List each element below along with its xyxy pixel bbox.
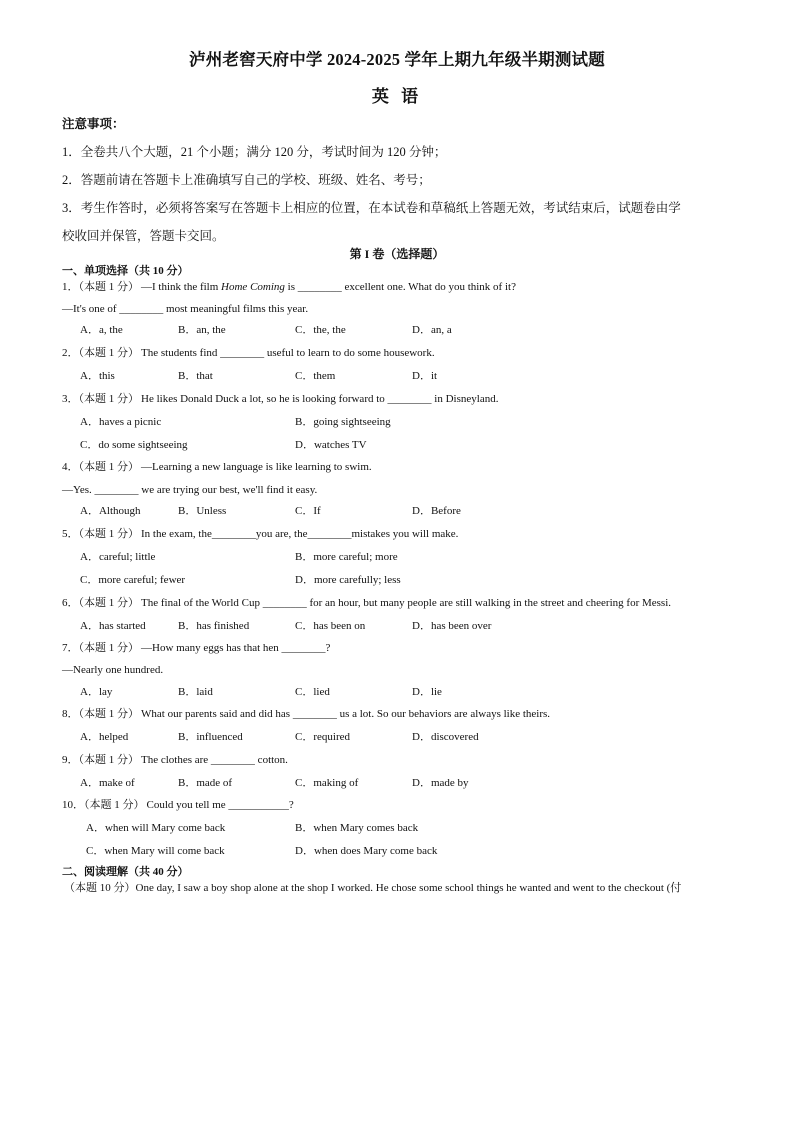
section-heading-reading: 二、阅读理解（共 40 分） bbox=[62, 866, 189, 878]
option-a: A．a, the bbox=[80, 324, 123, 336]
question-1-line2: —It's one of ________ most meaningful films this year. bbox=[62, 303, 309, 315]
question-text: The final of the World Cup ________ for an hour, but many people are still walking in the street and cheering for Messi. bbox=[141, 597, 672, 609]
question-text: —Learning a new language is like learning to swim. bbox=[141, 461, 372, 473]
notice-heading: 注意事项： bbox=[62, 117, 125, 131]
part-title: 第 I 卷（选择题） bbox=[349, 247, 445, 261]
option-c: C．If bbox=[295, 505, 321, 517]
question-7-line2: —Nearly one hundred. bbox=[62, 664, 164, 676]
option-c: C．required bbox=[295, 731, 350, 743]
question-2 bbox=[62, 345, 752, 361]
option-a: A．lay bbox=[80, 686, 113, 698]
question-text: He likes Donald Duck a lot, so he is looking forward to ________ in Disneyland. bbox=[141, 393, 499, 405]
notice-item-3-cont: 校收回并保管，答题卡交回。 bbox=[62, 229, 225, 243]
reading-text: One day, I saw a boy shop alone at the shop I worked. He chose some school things he wanted and went to the checkout (付 bbox=[135, 882, 682, 894]
option-d: D．an, a bbox=[412, 324, 452, 336]
question-text-cont: is ________ excellent one. What do you think of it? bbox=[284, 281, 516, 293]
option-a: A．make of bbox=[80, 777, 135, 789]
section-heading-choice: 一、单项选择（共 10 分） bbox=[62, 265, 189, 277]
question-text: The students find ________ useful to learn to do some housework. bbox=[141, 347, 435, 359]
question-7 bbox=[62, 640, 752, 656]
option-a: A．Although bbox=[80, 505, 141, 517]
option-b: B．has finished bbox=[178, 620, 250, 632]
question-text: —I think the film bbox=[141, 281, 222, 293]
option-b: B．Unless bbox=[178, 505, 227, 517]
option-a: A．careful; little bbox=[80, 551, 156, 563]
option-d: D．discovered bbox=[412, 731, 479, 743]
question-text: Could you tell me ___________? bbox=[146, 799, 294, 811]
exam-title: 泸州老窖天府中学 2024-2025 学年上期九年级半期测试题 bbox=[189, 50, 605, 69]
question-number: 2． bbox=[62, 347, 79, 359]
option-b: B．when Mary comes back bbox=[295, 822, 419, 834]
question-score: （本题 1 分） bbox=[78, 393, 139, 405]
question-score: （本题 1 分） bbox=[78, 461, 139, 473]
option-d: D．has been over bbox=[412, 620, 492, 632]
option-d: D．Before bbox=[412, 505, 461, 517]
question-number: 7． bbox=[62, 642, 79, 654]
question-number: 6． bbox=[62, 597, 79, 609]
option-b: B．that bbox=[178, 370, 213, 382]
question-9 bbox=[62, 752, 752, 768]
option-b: B．going sightseeing bbox=[295, 416, 391, 428]
question-4-line2: —Yes. ________ we are trying our best, we'll find it easy. bbox=[62, 484, 318, 496]
subject-title: 英 语 bbox=[371, 87, 423, 106]
option-b: B．made of bbox=[178, 777, 233, 789]
question-number: 9． bbox=[62, 754, 79, 766]
notice-item-3: 3．考生作答时，必须将答案写在答题卡上相应的位置，在本试卷和草稿纸上答题无效，考试结束后，试题卷由学 bbox=[62, 201, 681, 215]
option-b: B．influenced bbox=[178, 731, 243, 743]
notice-item-2: 2．答题前请在答题卡上准确填写自己的学校、班级、姓名、考号； bbox=[62, 173, 431, 187]
question-5 bbox=[62, 526, 752, 542]
option-c: C．do some sightseeing bbox=[80, 439, 188, 451]
question-number: 5． bbox=[62, 528, 79, 540]
option-c: C．has been on bbox=[295, 620, 366, 632]
question-number: 10． bbox=[62, 799, 84, 811]
question-1 bbox=[62, 279, 752, 295]
option-d: D．more carefully; less bbox=[295, 574, 401, 586]
option-d: D．it bbox=[412, 370, 438, 382]
option-a: A．this bbox=[80, 370, 115, 382]
option-a: A．has started bbox=[80, 620, 146, 632]
question-6 bbox=[62, 595, 752, 611]
notice-block bbox=[62, 114, 742, 250]
question-number: 3． bbox=[62, 393, 79, 405]
question-number: 8． bbox=[62, 708, 79, 720]
question-score: （本题 1 分） bbox=[78, 347, 139, 359]
question-score: （本题 1 分） bbox=[78, 597, 139, 609]
question-score: （本题 1 分） bbox=[78, 281, 139, 293]
option-c: C．making of bbox=[295, 777, 359, 789]
option-c: C．when Mary will come back bbox=[86, 845, 225, 857]
option-c: C．lied bbox=[295, 686, 330, 698]
option-d: D．lie bbox=[412, 686, 442, 698]
question-4 bbox=[62, 459, 752, 475]
question-number: 4． bbox=[62, 461, 79, 473]
question-score: （本题 1 分） bbox=[78, 708, 139, 720]
option-d: D．when does Mary come back bbox=[295, 845, 438, 857]
option-d: D．watches TV bbox=[295, 439, 367, 451]
question-text: In the exam, the________you are, the________mistakes you will make. bbox=[141, 528, 459, 540]
option-a: A．helped bbox=[80, 731, 129, 743]
question-score: （本题 1 分） bbox=[78, 528, 139, 540]
option-a: A．when will Mary come back bbox=[86, 822, 226, 834]
option-a: A．haves a picnic bbox=[80, 416, 162, 428]
question-3 bbox=[62, 391, 752, 407]
question-8 bbox=[62, 706, 752, 722]
option-b: B．an, the bbox=[178, 324, 226, 336]
reading-score: （本题 10 分） bbox=[64, 882, 136, 894]
option-c: C．the, the bbox=[295, 324, 346, 336]
option-c: C．them bbox=[295, 370, 336, 382]
question-10 bbox=[62, 797, 752, 813]
film-title: Home Coming bbox=[221, 281, 285, 293]
option-d: D．made by bbox=[412, 777, 469, 789]
option-c: C．more careful; fewer bbox=[80, 574, 186, 586]
notice-item-1: 1．全卷共八个大题，21 个小题；满分 120 分，考试时间为 120 分钟； bbox=[62, 145, 447, 159]
question-text: The clothes are ________ cotton. bbox=[141, 754, 288, 766]
question-score: （本题 1 分） bbox=[78, 754, 139, 766]
question-number: 1． bbox=[62, 281, 79, 293]
question-score: （本题 1 分） bbox=[84, 799, 145, 811]
reading-intro bbox=[64, 880, 744, 896]
option-b: B．more careful; more bbox=[295, 551, 398, 563]
question-text: —How many eggs has that hen ________? bbox=[141, 642, 331, 654]
option-b: B．laid bbox=[178, 686, 213, 698]
question-score: （本题 1 分） bbox=[78, 642, 139, 654]
question-text: What our parents said and did has ________ us a lot. So our behaviors are always like theirs. bbox=[141, 708, 551, 720]
